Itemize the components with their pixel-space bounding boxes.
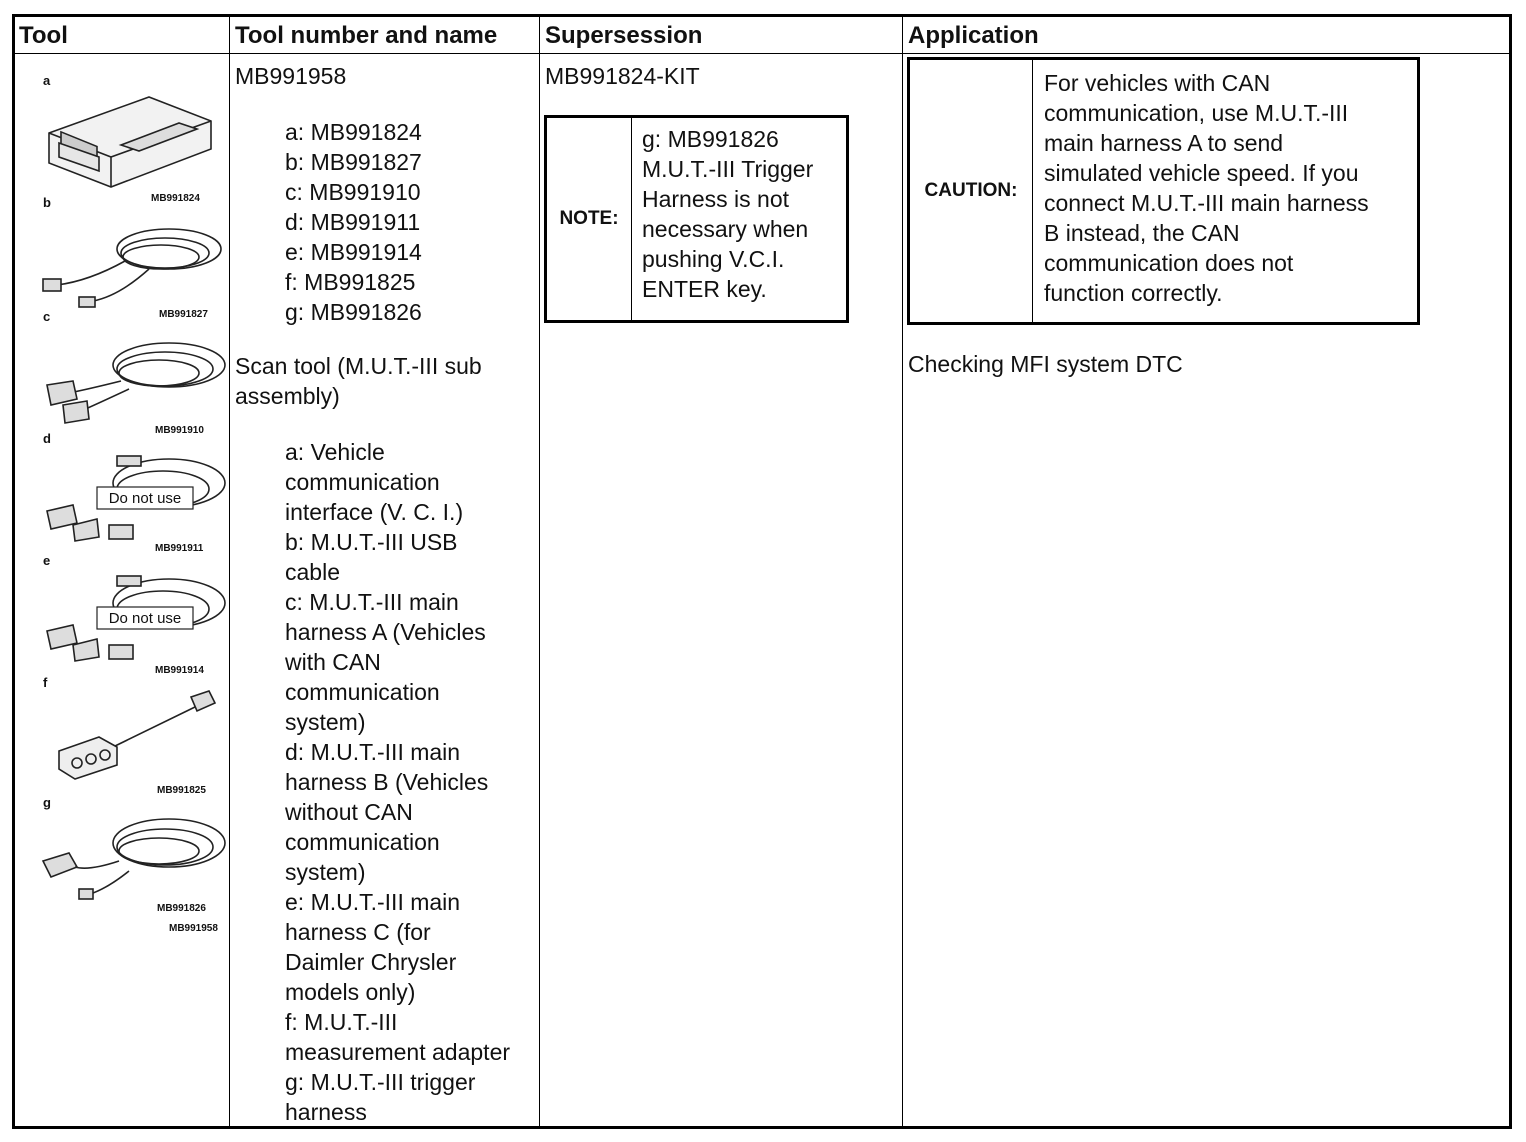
- list-item: d: MB991911: [285, 209, 421, 235]
- list-item: a: MB991824: [285, 119, 422, 145]
- list-item: communication: [285, 829, 440, 855]
- caution-box: [907, 57, 1420, 325]
- list-item: harness: [285, 1099, 367, 1125]
- list-item: communication: [285, 469, 440, 495]
- tool-letter: e: [43, 553, 51, 568]
- part-number-label: MB991827: [159, 309, 208, 320]
- list-item: without CAN: [285, 799, 413, 825]
- tool-illustrations: [29, 71, 229, 931]
- header-application: Application: [908, 22, 1039, 49]
- header-divider: [15, 53, 1509, 54]
- part-number-label: MB991826: [157, 903, 206, 914]
- list-item: g: M.U.T.-III trigger: [285, 1069, 476, 1095]
- measurement-adapter-icon: [59, 691, 215, 779]
- tool-letter: a: [43, 73, 51, 88]
- tool-letter: f: [43, 675, 48, 690]
- supersession-value: MB991824-KIT: [545, 63, 700, 89]
- list-item: e: M.U.T.-III main: [285, 889, 461, 915]
- vci-device-icon: [49, 97, 211, 187]
- list-item: communication: [285, 679, 440, 705]
- list-item: system): [285, 859, 366, 885]
- usb-cable-icon: [43, 229, 221, 307]
- main-harness-icon: [47, 343, 225, 423]
- do-not-use-tag: Do not use: [108, 610, 182, 627]
- list-item: b: M.U.T.-III USB: [285, 529, 458, 555]
- list-item: measurement adapter: [285, 1039, 511, 1065]
- list-item: f: M.U.T.-III: [285, 1009, 398, 1035]
- header-tool: Tool: [19, 22, 68, 49]
- tool-table: [12, 14, 1512, 1129]
- list-item: harness C (for: [285, 919, 431, 945]
- do-not-use-tag: Do not use: [108, 490, 182, 507]
- tool-letter: g: [43, 795, 51, 810]
- part-number-label: MB991910: [155, 425, 204, 436]
- list-item: models only): [285, 979, 416, 1005]
- part-number-label: MB991914: [155, 665, 204, 676]
- list-item: with CAN: [285, 649, 381, 675]
- list-item: harness B (Vehicles: [285, 769, 489, 795]
- caution-text: For vehicles with CAN communication, use M.U.T.-III main harness A to send simulated vehicle speed. If you connect M.U.T.-III main harness B instead, the CAN communication does not function correctly.: [1044, 70, 1369, 306]
- list-item: Daimler Chrysler: [285, 949, 457, 975]
- header-supersession: Supersession: [545, 22, 703, 49]
- tool-letter: c: [43, 309, 51, 324]
- column-divider: [902, 17, 903, 1126]
- list-item: e: MB991914: [285, 239, 422, 265]
- note-label: NOTE:: [547, 118, 632, 320]
- tool-letter: d: [43, 431, 51, 446]
- note-text: g: MB991826 M.U.T.-III Trigger Harness is not necessary when pushing V.C.I. ENTER key.: [642, 126, 814, 302]
- kit-number-label: MB991958: [169, 923, 218, 931]
- tool-number: MB991958: [235, 63, 347, 89]
- list-item: interface (V. C. I.): [285, 499, 464, 525]
- caution-label: CAUTION:: [910, 60, 1033, 322]
- column-divider: [229, 17, 230, 1126]
- tool-letter: b: [43, 195, 51, 210]
- component-list: [285, 437, 510, 1127]
- list-item: harness A (Vehicles: [285, 619, 486, 645]
- kit-parts-list: [285, 117, 422, 327]
- part-number-label: MB991824: [151, 193, 200, 204]
- part-number-label: MB991825: [157, 785, 206, 796]
- list-item: cable: [285, 559, 340, 585]
- list-item: g: MB991826: [285, 299, 422, 325]
- note-box: [544, 115, 849, 323]
- list-item: c: MB991910: [285, 179, 421, 205]
- list-item: c: M.U.T.-III main: [285, 589, 459, 615]
- tool-name: Scan tool (M.U.T.-III sub assembly): [235, 353, 482, 409]
- part-number-label: MB991911: [155, 543, 204, 554]
- list-item: d: M.U.T.-III main: [285, 739, 461, 765]
- trigger-harness-icon: [43, 819, 225, 899]
- list-item: f: MB991825: [285, 269, 416, 295]
- header-tool-number-and-name: Tool number and name: [235, 22, 498, 49]
- list-item: a: Vehicle: [285, 439, 385, 465]
- application-text: Checking MFI system DTC: [908, 351, 1183, 377]
- list-item: b: MB991827: [285, 149, 422, 175]
- list-item: system): [285, 709, 366, 735]
- column-divider: [539, 17, 540, 1126]
